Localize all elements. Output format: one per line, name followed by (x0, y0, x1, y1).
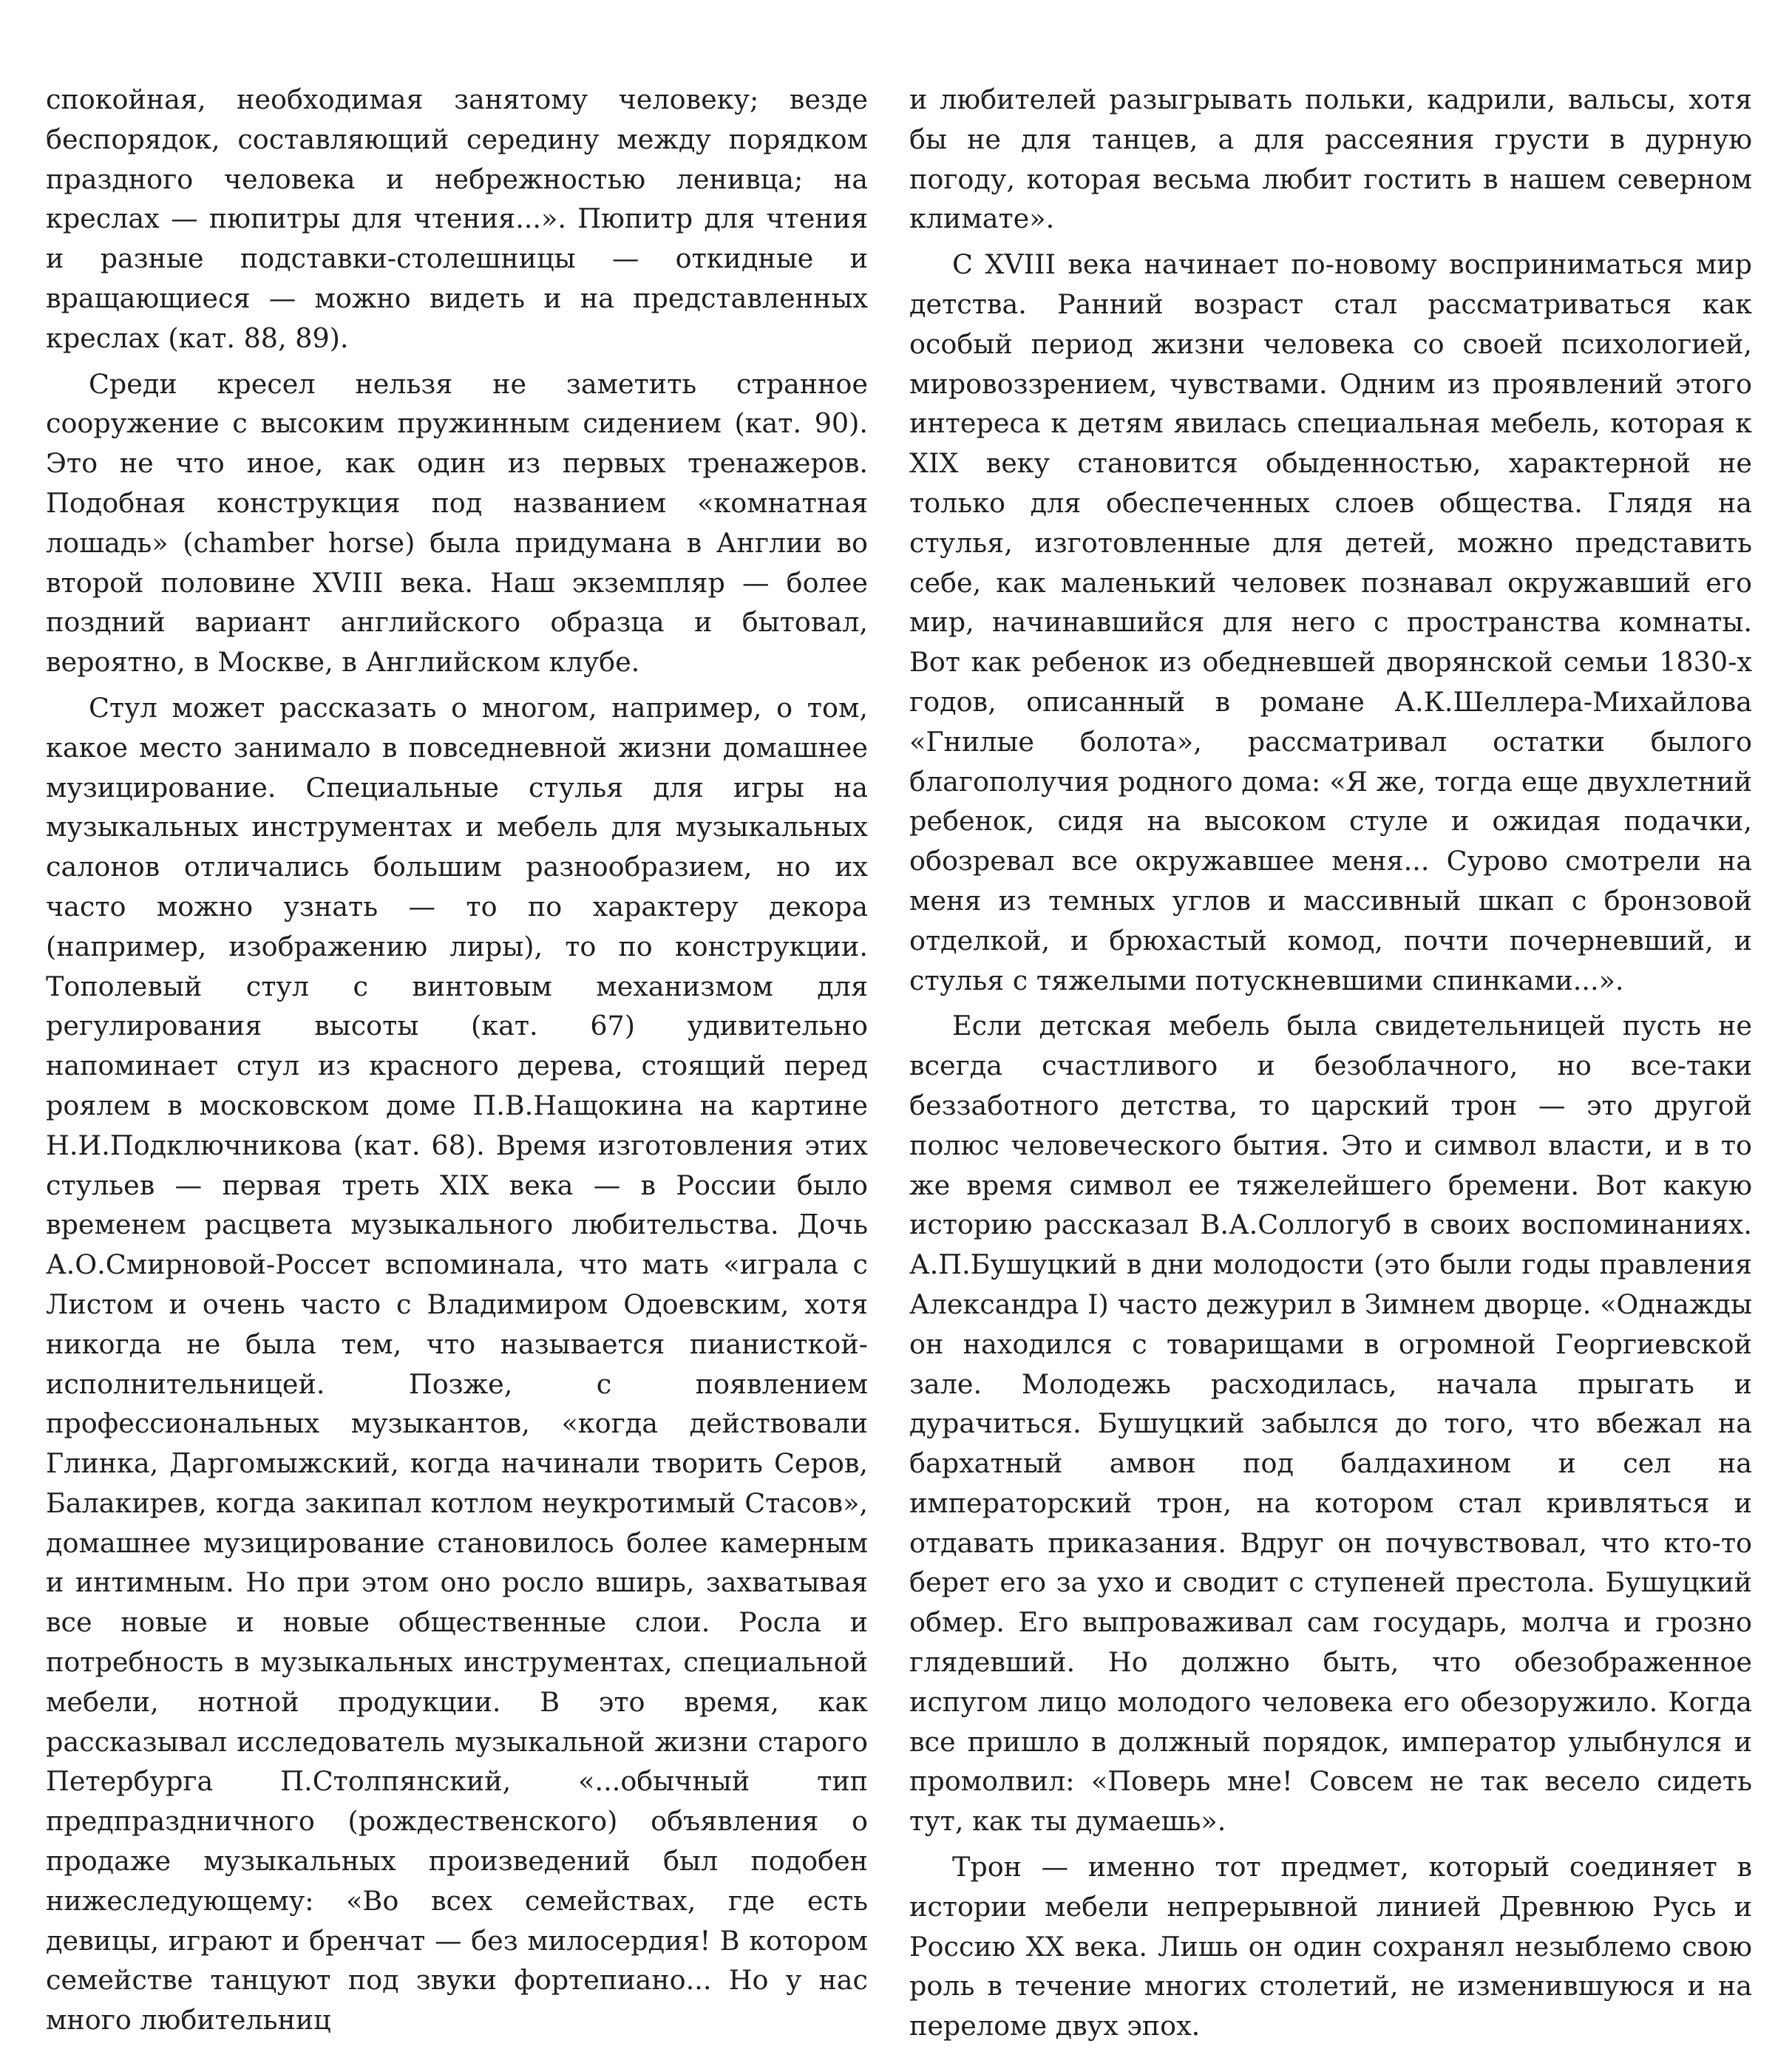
paragraph: спокойная, необходимая занятому человеку; везде беспорядок, составляющий середину между порядком праздного человека и небрежностью ленивца; на креслах — пюпитры для чтения...». Пюпитр для чтения и разные подставки-столешницы — откидные и вращающиеся — можно видеть и на представленных креслах (кат. 88, 89). (46, 84, 868, 354)
paragraph: и любителей разыгрывать польки, кадрили, вальсы, хотя бы не для танцев, а для рассеяния грусти в дурную погоду, которая весьма любит гостить в нашем северном климате». (909, 84, 1752, 235)
left-text-column (46, 80, 868, 2046)
paragraph: Стул может рассказать о многом, например, о том, какое место занимало в повседневной жизни домашнее музицирование. Специальные стулья для игры на музыкальных инструментах и мебель для музыкальных салонов отличались большим разнообразием, но их часто можно узнать — то по характеру декора (например, изображению лиры), то по конструкции. Тополевый стул с винтовым механизмом для регулирования высоты (кат. 67) удивительно напоминает стул из красного дерева, стоящий перед роялем в московском доме П.В.Нащокина на картине Н.И.Подключникова (кат. 68). Время изготовления этих стульев — первая треть XIX века — в России было временем расцвета музыкального любительства. Дочь А.О.Смирновой-Россет вспоминала, что мать «играла с Листом и очень часто с Владимиром Одоевским, хотя никогда не была тем, что называется пианисткой-исполнительницей. Позже, с появлением профессиональных музыкантов, «когда действовали Глинка, Даргомыжский, когда начинали творить Серов, Балакирев, когда закипал котлом неукротимый Стасов», домашнее музицирование становилось более камерным и интимным. Но при этом оно росло вширь, захватывая все новые и новые общественные слои. Росла и потребность в музыкальных инструментах, специальной мебели, нотной продукции. В это время, как рассказывал исследователь музыкальной жизни старого Петербурга П.Столпянский, «...обычный тип предпраздничного (рождественского) объявления о продаже музыкальных произведений был подобен нижеследующему: «Во всех семействах, где есть девицы, играют и бренчат — без милосердия! В котором семействе танцуют под звуки фортепиано... Но у нас много любительниц (46, 691, 868, 2036)
paragraph: Среди кресел нельзя не заметить странное сооружение с высоким пружинным сидением (кат. 90). Это не что иное, как один из первых тренажеров. Подобная конструкция под названием «комнатная лошадь» (chamber horse) была придумана в Англии во второй половине XVIII века. Наш экземпляр — более поздний вариант английского образца и бытовал, вероятно, в Москве, в Английском клубе. (46, 367, 868, 679)
paragraph: Трон — именно тот предмет, который соединяет в истории мебели непрерывной линией Древнюю Русь и Россию XX века. Лишь он один сохранял незыблемо свою роль в течение многих столетий, не изменившуюся и на переломе двух эпох. (909, 1851, 1752, 2042)
right-text-column (909, 80, 1752, 2052)
paragraph: С XVIII века начинает по-новому восприниматься мир детства. Ранний возраст стал рассматриваться как особый период жизни человека со своей психологией, мировоззрением, чувствами. Одним из проявлений этого интереса к детям явилась специальная мебель, которая к XIX веку становится обыденностью, характерной не только для обеспеченных слоев общества. Глядя на стулья, изготовленные для детей, можно представить себе, как маленький человек познавал окружавший его мир, начинавшийся для него с пространства комнаты. Вот как ребенок из обедневшей дворянской семьи 1830-х годов, описанный в романе А.К.Шеллера-Михайлова «Гнилые болота», рассматривал остатки былого благополучия родного дома: «Я же, тогда еще двухлетний ребенок, сидя на высоком стуле и ожидая подачки, обозревал все окружавшее меня... Сурово смотрели на меня из темных углов и массивный шкап с бронзовой отделкой, и брюхастый комод, почти почерневший, и стулья с тяжелыми потускневшими спинками...». (909, 248, 1752, 996)
paragraph: Если детская мебель была свидетельницей пусть не всегда счастливого и безоблачного, но все-таки беззаботного детства, то царский трон — это другой полюс человеческого бытия. Это и символ власти, и в то же время символ ее тяжелейшего бремени. Вот какую историю рассказал В.А.Соллогуб в своих воспоминаниях. А.П.Бушуцкий в дни молодости (это были годы правления Александра I) часто дежурил в Зимнем дворце. «Однажды он находился с товарищами в огромной Георгиевской зале. Молодежь расходилась, начала прыгать и дурачиться. Бушуцкий забылся до того, что вбежал на бархатный амвон под балдахином и сел на императорский трон, на котором стал кривляться и отдавать приказания. Вдруг он почувствовал, что кто-то берет его за ухо и сводит с ступеней престола. Бушуцкий обмер. Его выпроваживал сам государь, молча и грозно глядевший. Но должно быть, что обезображенное испугом лицо молодого человека его обезоружило. Когда все пришло в должный порядок, император улыбнулся и промолвил: «Поверь мне! Совсем не так весело сидеть тут, как ты думаешь». (909, 1010, 1752, 1838)
